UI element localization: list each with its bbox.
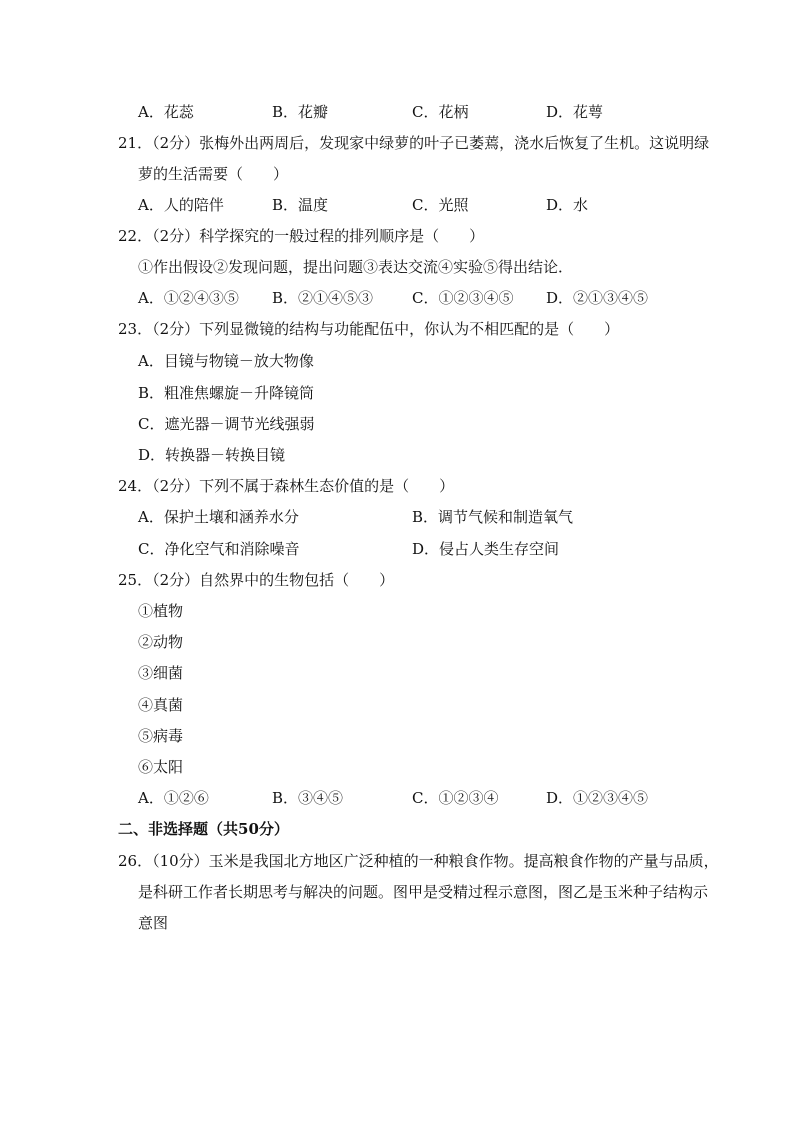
q24-option-d: D．侵占人类生存空间 (412, 540, 560, 558)
q26-line1: 26．（10分）玉米是我国北方地区广泛种植的一种粮食作物。提高粮食作物的产量与品质， (118, 852, 719, 870)
q23-stem: 23．（2分）下列显微镜的结构与功能配伍中，你认为不相匹配的是（ ） (118, 320, 620, 338)
q22-option-c: C．①②③④⑤ (412, 289, 514, 307)
q25-item-5: ⑤病毒 (138, 727, 184, 745)
q23-option-c: C．遮光器－调节光线强弱 (138, 415, 315, 433)
q25-option-c: C．①②③④ (412, 789, 499, 807)
q22-steps: ①作出假设②发现问题，提出问题③表达交流④实验⑤得出结论． (138, 258, 574, 276)
q20-option-b: B．花瓣 (272, 103, 329, 121)
q25-stem: 25．（2分）自然界中的生物包括（ ） (118, 571, 395, 589)
q23-option-a: A．目镜与物镜－放大物像 (138, 352, 314, 370)
q25-option-a: A．①②⑥ (138, 789, 209, 807)
q24-option-b: B．调节气候和制造氧气 (412, 508, 574, 526)
q22-option-a: A．①②④③⑤ (138, 289, 239, 307)
q25-option-b: B．③④⑤ (272, 789, 344, 807)
q22-option-d: D．②①③④⑤ (546, 289, 649, 307)
q24-option-a: A．保护土壤和涵养水分 (138, 508, 299, 526)
q24-option-c: C．净化空气和消除噪音 (138, 540, 300, 558)
q26-line2: 是科研工作者长期思考与解决的问题。图甲是受精过程示意图，图乙是玉米种子结构示 (138, 883, 709, 901)
q25-item-2: ②动物 (138, 633, 184, 651)
q21-option-a: A．人的陪伴 (138, 196, 224, 214)
q25-item-3: ③细菌 (138, 664, 184, 682)
q20-option-c: C．花柄 (412, 103, 469, 121)
q21-option-b: B．温度 (272, 196, 329, 214)
q21-stem-line1: 21．（2分）张梅外出两周后，发现家中绿萝的叶子已萎蔫，浇水后恢复了生机。这说明绿 (118, 134, 710, 152)
q25-item-1: ①植物 (138, 602, 184, 620)
q25-item-6: ⑥太阳 (138, 758, 184, 776)
q20-option-d: D．花萼 (546, 103, 604, 121)
q24-stem: 24．（2分）下列不属于森林生态价值的是（ ） (118, 477, 455, 495)
q22-stem: 22．（2分）科学探究的一般过程的排列顺序是（ ） (118, 227, 485, 245)
section-title: 二、非选择题（共50分） (118, 820, 289, 838)
q20-option-a: A．花蕊 (138, 103, 194, 121)
q25-item-4: ④真菌 (138, 696, 184, 714)
q21-stem-line2: 萝的生活需要（ ） (138, 165, 289, 183)
q26-line3: 意图 (138, 914, 169, 932)
q21-option-d: D．水 (546, 196, 589, 214)
q22-option-b: B．②①④⑤③ (272, 289, 374, 307)
q23-option-d: D．转换器－转换目镜 (138, 446, 286, 464)
q25-option-d: D．①②③④⑤ (546, 789, 649, 807)
q23-option-b: B．粗准焦螺旋－升降镜筒 (138, 384, 315, 402)
q21-option-c: C．光照 (412, 196, 469, 214)
